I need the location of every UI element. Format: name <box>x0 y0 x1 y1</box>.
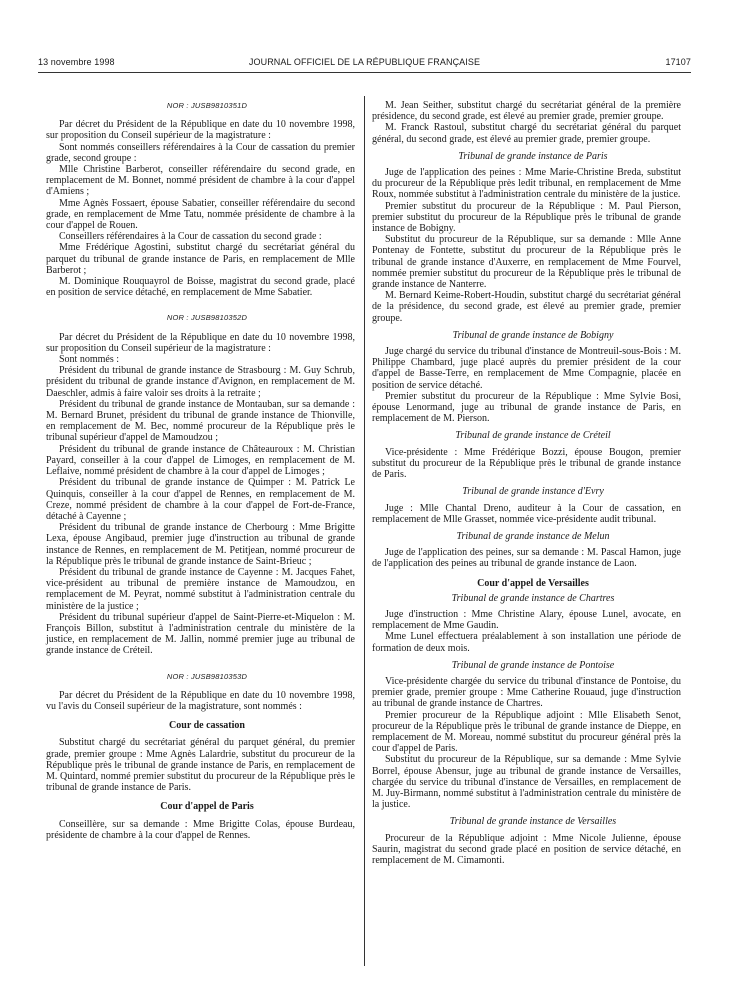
paragraph: M. Bernard Keime-Robert-Houdin, substitut chargé du secrétariat général de la présidence, du second grade, est élevé au premier grade, premier groupe. <box>372 290 681 324</box>
paragraph: Conseillers référendaires à la Cour de cassation du second grade : <box>59 231 322 243</box>
paragraph: M. Jean Seither, substitut chargé du secrétariat général de la première présidence, du second grade, est élevé au premier grade, premier groupe. <box>372 100 681 123</box>
paragraph: Premier substitut du procureur de la République : Mme Sylvie Bosi, épouse Lenormand, juge au tribunal de grande instance de Paris, en remplacement de M. Pierson. <box>372 390 681 425</box>
paragraph: Mme Lunel effectuera préalablement à son installation une période de formation de deux mois. <box>372 631 681 654</box>
paragraph: Président du tribunal supérieur d'appel de Saint-Pierre-et-Miquelon : M. François Billon, substitut à l'administration centrale du ministère de la justice, en remplacement de M. Jallin, nommé premier juge au tribunal de grande instance de Créteil. <box>46 611 355 657</box>
nor-reference: NOR : JUSB9810353D <box>166 671 248 681</box>
paragraph: Président du tribunal de grande instance de Quimper : M. Patrick Le Quinquis, conseiller à la cour d'appel de Rennes, en remplacement de M. Creze, nommé président de chambre à la cour d'appel de Fort-de-France, détaché à Cayenne ; <box>46 477 355 522</box>
paragraph: M. Dominique Rouquayrol de Boisse, magistrat du second grade, placé en position de service détaché, en remplacement de Mme Sabatier. <box>46 276 355 299</box>
header-rule <box>38 72 691 73</box>
paragraph: Juge d'instruction : Mme Christine Alary, épouse Lunel, avocate, en remplacement de Mme Gaudin. <box>372 608 681 632</box>
section-heading: Cour d'appel de Paris <box>160 801 254 813</box>
subsection-heading: Tribunal de grande instance de Paris <box>458 150 608 162</box>
paragraph: Par décret du Président de la République en date du 10 novembre 1998, sur proposition du Conseil supérieur de la magistrature : <box>46 331 355 354</box>
header-page-number: 17107 <box>665 57 691 67</box>
paragraph: Sont nommés conseillers référendaires à la Cour de cassation du premier grade, second groupe : <box>46 141 355 164</box>
nor-reference: NOR : JUSB9810351D <box>166 101 248 110</box>
paragraph: Président du tribunal de grande instance de Montauban, sur sa demande : M. Bernard Brunet, président du tribunal de grande instance de Thionville, en remplacement de M. Bec, nommé procureur de la République près le tribunal supérieur d'appel de Mamoudzou ; <box>46 398 355 444</box>
paragraph: Président du tribunal de grande instance de Cherbourg : Mme Brigitte Lexa, épouse Angibaud, premier juge d'instruction au tribunal de grande instance de Rennes, en remplacement de M. Petitjean, nommé procureur de la République près le tribunal de grande instance de Saint-Brieuc ; <box>46 522 355 567</box>
header-journal-title: JOURNAL OFFICIEL DE LA RÉPUBLIQUE FRANÇAISE <box>248 57 481 67</box>
paragraph: Substitut du procureur de la République, sur sa demande : Mlle Anne Pontenay de Fontette, substitut du procureur de la République près le tribunal de grande instance d'Auxerre, en remplacement de Mme Fourvel, nommée premier substitut du procureur de la République près le tribunal de grande instance de Nanterre. <box>372 234 681 291</box>
paragraph: Président du tribunal de grande instance de Châteauroux : M. Christian Payard, conseiller à la cour d'appel de Limoges, en remplacement de M. Leflaive, nommé président de chambre à la cour d'appel de Limoges ; <box>46 443 355 478</box>
paragraph: Vice-présidente : Mme Frédérique Bozzi, épouse Bougon, premier substitut du procureur de la République près le tribunal de grande instance de Paris. <box>372 446 681 481</box>
paragraph: Vice-présidente chargée du service du tribunal d'instance de Pontoise, du premier grade, premier groupe : Mme Catherine Rouaud, juge d'instruction au tribunal de grande instance de Chartres. <box>372 675 681 710</box>
subsection-heading: Tribunal de grande instance de Bobigny <box>452 329 614 341</box>
paragraph: Juge chargé du service du tribunal d'instance de Montreuil-sous-Bois : M. Philippe Chambard, juge placé auprès du premier président de la cour d'appel de Basse-Terre, en remplacement de Mme Compagnie, placée en position de service détaché. <box>372 346 681 391</box>
paragraph: Mme Agnès Fossaert, épouse Sabatier, conseiller référendaire du second grade, en remplacement de Mme Tatu, nommée présidente de chambre à la cour d'appel de Rouen. <box>46 197 355 232</box>
paragraph: Premier procureur de la République adjoint : Mlle Elisabeth Senot, procureur de la République près le tribunal de grande instance de Dieppe, en remplacement de M. Moreau, nommé substitut du procureur général près la cour d'appel de Paris. <box>372 709 681 755</box>
paragraph: Procureur de la République adjoint : Mme Nicole Julienne, épouse Saurin, magistrat du second grade placé en position de service détaché, en remplacement de M. Cimamonti. <box>372 832 681 866</box>
right-column <box>372 100 681 866</box>
paragraph: Conseillère, sur sa demande : Mme Brigitte Colas, épouse Burdeau, présidente de chambre à la cour d'appel de Rennes. <box>46 818 355 841</box>
paragraph: Juge de l'application des peines : Mme Marie-Christine Breda, substitut du procureur de la République près ledit tribunal, en remplacement de Mme Roux, nommée substitut à l'administration centrale du ministère de la justice. <box>372 167 681 201</box>
paragraph: Substitut du procureur de la République, sur sa demande : Mme Sylvie Borrel, épouse Abensur, juge au tribunal de grande instance de Versailles, chargée du service du tribunal d'instance de Versailles, en remplacement de M. Juy-Birmann, nommé substitut à l'administration centrale du ministère de la justice. <box>372 754 681 811</box>
paragraph: Premier substitut du procureur de la République : M. Paul Pierson, premier substitut du procureur de la République près le tribunal de grande instance de Bobigny. <box>372 200 681 235</box>
section-heading: Cour de cassation <box>169 720 245 732</box>
paragraph: Par décret du Président de la République en date du 10 novembre 1998, sur proposition du Conseil supérieur de la magistrature : <box>46 119 355 142</box>
subsection-heading: Tribunal de grande instance de Créteil <box>455 430 611 442</box>
paragraph: Mlle Christine Barberot, conseiller référendaire du second grade, en remplacement de M. Bonnet, nommé président de chambre à la cour d'appel d'Amiens ; <box>46 164 355 198</box>
nor-reference: NOR : JUSB9810352D <box>166 313 248 323</box>
left-column <box>46 100 355 841</box>
header-date: 13 novembre 1998 <box>38 57 115 67</box>
paragraph: Mme Frédérique Agostini, substitut chargé du secrétariat général du parquet du tribunal de grande instance de Paris, en remplacement de Mlle Barberot ; <box>46 242 355 276</box>
subsection-heading: Tribunal de grande instance de Versailles <box>449 816 617 828</box>
paragraph: Par décret du Président de la République en date du 10 novembre 1998, vu l'avis du Conseil supérieur de la magistrature, sont nommés : <box>46 689 355 712</box>
subsection-heading: Tribunal de grande instance de Pontoise <box>451 659 615 671</box>
paragraph: Président du tribunal de grande instance de Cayenne : M. Jacques Fahet, vice-président au tribunal de première instance de Mamoudzou, en remplacement de M. Peyrat, nommé substitut à l'administration centrale du ministère de la justice ; <box>46 566 355 612</box>
paragraph: Juge de l'application des peines, sur sa demande : M. Pascal Hamon, juge de l'application des peines au tribunal de grande instance de Laon. <box>372 547 681 570</box>
section-heading: Cour d'appel de Versailles <box>477 577 589 589</box>
column-divider <box>364 96 365 966</box>
paragraph: Sont nommés : <box>59 354 120 366</box>
paragraph: Président du tribunal de grande instance de Strasbourg : M. Guy Schrub, président du tribunal de grande instance d'Avignon, en remplacement de M. Daeschler, admis à faire valoir ses droits à la retraite ; <box>46 365 355 399</box>
paragraph: Substitut chargé du secrétariat général du parquet général, du premier grade, premier groupe : Mme Agnès Lalardrie, substitut du procureur de la République près le tribunal de grande instance de Paris, en remplacement de M. Quintard, nommé premier substitut du procureur de la République près le tribunal de grande instance de Paris. <box>46 737 355 794</box>
page-header <box>38 57 691 71</box>
paragraph: Juge : Mlle Chantal Dreno, auditeur à la Cour de cassation, en remplacement de Mlle Grasset, nommée vice-présidente audit tribunal. <box>372 502 681 525</box>
subsection-heading: Tribunal de grande instance de Chartres <box>451 592 615 604</box>
subsection-heading: Tribunal de grande instance de Melun <box>456 530 610 542</box>
subsection-heading: Tribunal de grande instance d'Evry <box>462 486 604 498</box>
paragraph: M. Franck Rastoul, substitut chargé du secrétariat général du parquet général, du second grade, est élevé au premier grade, premier groupe. <box>372 122 681 145</box>
